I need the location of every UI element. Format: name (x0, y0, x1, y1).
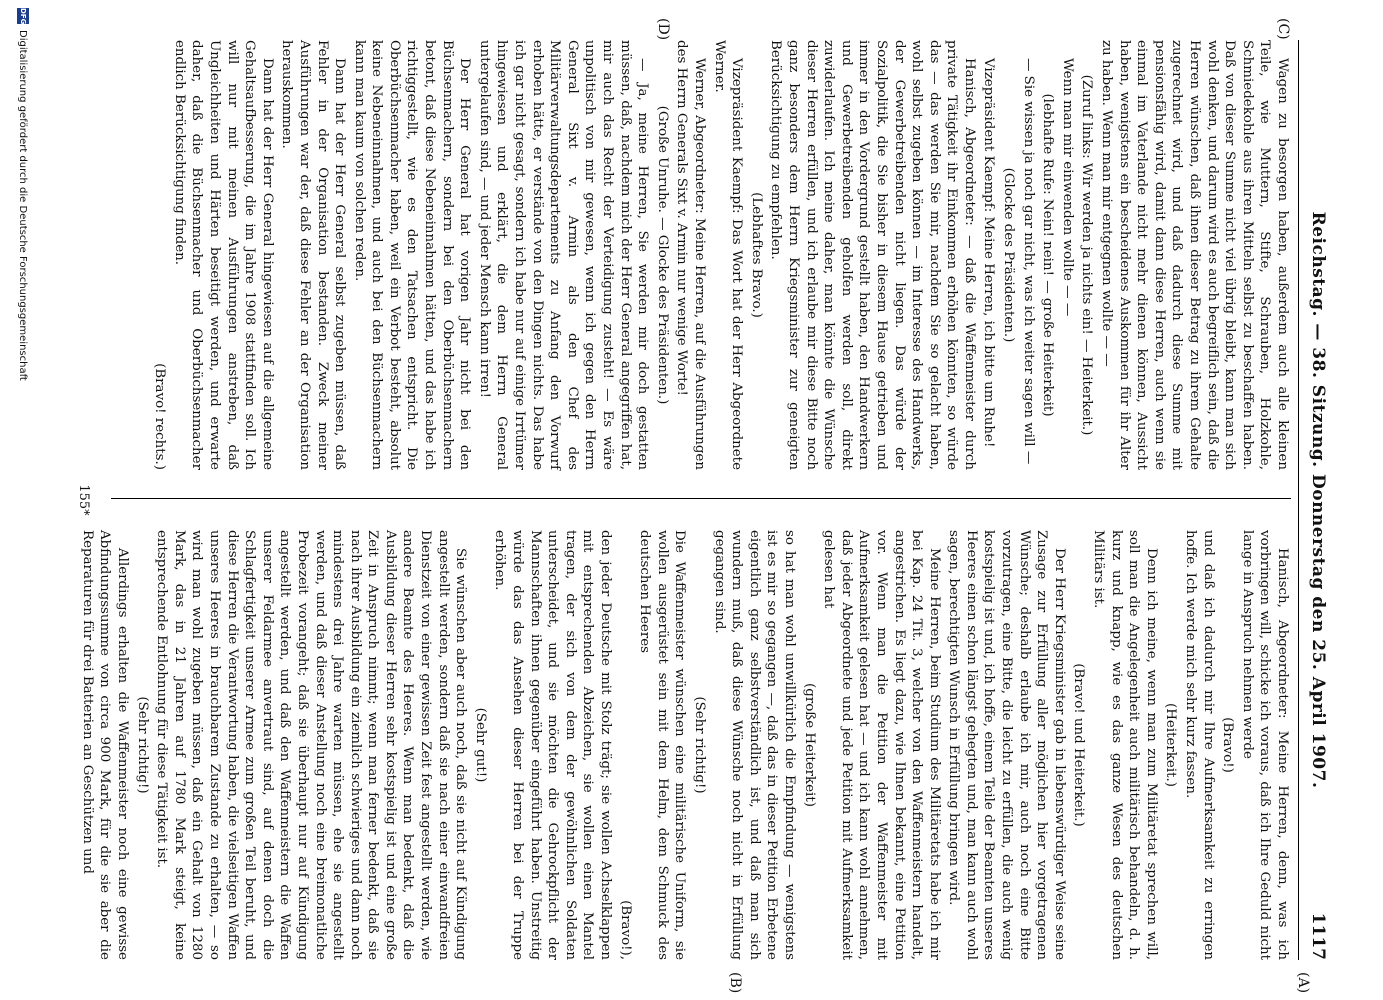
interjection: (Bravo! und Heiterkeit.) (1071, 663, 1087, 827)
text-column-second (79, 530, 1291, 960)
column-divider (111, 498, 1291, 499)
paragraph: Allerdings erhalten die Waffenmeister noch eine gewisse Abfindungssumme von circa 900 Mark, für die sie aber die Reparaturen für drei Batterien an Geschützen und (79, 530, 130, 960)
text-column-first (111, 40, 1291, 470)
paragraph: Wenn man mir einwenden wollte — — (1059, 58, 1075, 317)
paragraph: Der Herr Kriegsminister gab in liebenswürdiger Weise seine Zusage zur Erfüllung aller möglichen hier vorgetragenen Wünsche; deshalb erlaube ich mir, auch noch eine Bitte vorzutragen, eine Bitte, die leicht zu erfüllen, die auch wenig kostspielig ist und, ich hoffe, einem Teile der Beamten unseres Heeres einen schon längst gehegten und, man kann auch wohl sagen, berechtigten Wunsch in Erfüllung bringen wird. (946, 530, 1067, 960)
paragraph: Denn ich meine, wenn man zum Militäretat sprechen will, soll man die Angelegenheit auch militärisch behandeln, d. h. kurz und knapp, wie es das ganze Wesen des deutschen Militärs ist. (1091, 530, 1159, 960)
paragraph: Meine Herren, beim Studium des Militäretats habe ich mir bei Kap. 24 Tit. 3, welcher von den Waffenmeistern handelt, angestrichen. Es liegt dazu, wie Ihnen bekannt, eine Petition vor. Wenn man die Petition der Waffenmeister mit Aufmerksamkeit gelesen hat — und ich kann wohl annehmen, daß jeder Abgeordnete und jede Petition mit Aufmerksamkeit gelesen hat (821, 530, 942, 960)
paragraph: Dann hat der Herr General hingewiesen auf die allgemeine Gehaltsaufbesserung, die im Jahre 1908 stattfinden soll. Ich will nur mit meinen Ausführungen anstreben, daß Ungleichheiten und Härten beseitigt werden, und erwarte daher, daß die Büchsenmacher und Oberbüchsenmacher endlich Berücksichtigung finden. (171, 40, 275, 470)
interjection: (Bravo!) (1220, 717, 1236, 773)
paragraph: und daß ich dadurch mir Ihre Aufmerksamkeit zu erringen hoffe. Ich werde mich sehr kurz fassen. (1183, 530, 1216, 960)
header-rule (1298, 40, 1299, 960)
signature-mark: 155* (76, 484, 91, 516)
paragraph: den jeder Deutsche mit Stolz trägt; sie wollen Achselklappen mit entsprechenden Abzeichen, sie wollen einen Mantel tragen, der sich von dem der gewöhnlichen Soldaten unterscheidet, und sie möchten die Gehrockpflicht der Mannschaften ihnen gegenüber eingeführt haben. Unstreitig würde das das Ansehen dieser Herren bei der Truppe erhöhen. (492, 530, 614, 960)
interjection: (große Heiterkeit) (801, 683, 817, 807)
interjection: (Sehr gut!) (472, 707, 488, 783)
paragraph: Hanisch, Abgeordneter: Meine Herren, denn, was ich vorbringen will, schicke ich voraus, daß ich Ihre Geduld nicht lange in Anspruch nehmen werde (1239, 530, 1290, 960)
header-title: Reichstag. — 38. Sitzung. Donnerstag den 25. April 1907. (1308, 211, 1328, 789)
paragraph: Der Herr General hat vorigen Jahr nicht bei den Büchsenmachern, sondern bei den Oberbüchsenmachern betont, daß diese Nebeneinnahmen hätten, und das habe ich richtiggestellt, wie es den Tatsachen entspricht. Die Oberbüchsenmacher haben, weil ein Verbot besteht, absolut keine Nebeneinnahmen, und auch bei den Büchsenmachern kann man kaum von solchen reden. (351, 40, 473, 470)
paragraph: Dann hat der Herr General selbst zugeben müssen, daß Fehler in der Organisation bestanden. Zweck meiner Ausführungen war der, daß diese Fehler an der Organisation herauskommen. (279, 40, 348, 470)
footer (9, 0, 33, 1000)
page-header (1298, 40, 1328, 960)
interjection: (Bravo!), (617, 900, 633, 960)
margin-mark-c: (C) (1275, 18, 1291, 40)
paragraph: Die Waffenmeister wünschen eine militärische Uniform, sie wollen ausgerüstet sein mit dem Helm, dem Schmuck des deutschen Heeres (637, 530, 688, 960)
margin-mark-d: (D) (655, 18, 671, 41)
interjection: (lebhafte Rufe: Nein! nein! — große Heiterkeit) (1040, 93, 1056, 417)
interjection: (Sehr richtig!) (692, 696, 707, 794)
interjection: (Heiterkeit.) (1163, 703, 1179, 787)
interjection: (Lebhaftes Bravo.) (748, 192, 764, 318)
paragraph: Hanisch, Abgeordneter: — daß die Waffenmeister durch private Tätigkeit ihr Einkommen erhöhen könnten, so würde das — das werden Sie mir, nachdem Sie so gelacht haben, wohl selbst zugeben können — im Interesse des Handwerks, der Gewerbetreibenden nicht liegen. Das würde der Sozialpolitik, die Sie bisher in diesem Hause getrieben und immer in den Vordergrund gestellt haben, den Handwerkern und Gewerbetreibenden geholfen werden soll, direkt zuwiderlaufen. Ich meine daher, man könnte die Wünsche dieser Herren erfüllen, und ich erlaube mir diese Bitte noch ganz besonders dem Herrn Kriegsminister zur geneigten Berücksichtigung zu empfehlen. (768, 40, 977, 470)
interjection: (Große Unruhe. — Glocke des Präsidenten.) (654, 105, 670, 405)
margin-mark-b: (B) (727, 972, 743, 994)
paragraph: Sie wünschen aber auch noch, daß sie nicht auf Kündigung angestellt werden, sondern daß sie nach einer einwandfreien Dienstzeit von einer gewissen Zeit fest angestellt werden, wie andere Beamte des Heeres. Wenn man bedenkt, daß die Ausbildung dieser Herren sehr kostspielig ist und eine große Zeit in Anspruch nimmt; wenn man ferner bedenkt, daß sie nach ihrer Ausbildung ein ziemlich schwieriges und dann noch mindestens drei Jahre warten müssen, ehe sie angestellt werden, und daß dieser Anstellung noch eine breimonatliche Probezeit vorangeht; daß sie überhaupt nur auf Kündigung angestellt werden, und daß den Waffenmeistern die Waffen unserer Feldarmee anvertraut sind, auf denen doch die Schlagfertigkeit unserer Armee zum großen Teil beruht, und diese Herren die Verantwortung haben, die vielseitigen Waffen unseres Heeres in brauchbarem Zustande zu erhalten, — so wird man wohl zugeben müssen, daß ein Gehalt von 1280 Mark, das in 21 Jahren auf 1780 Mark steigt, keine entsprechende Entlohnung für diese Tätigkeit ist. (154, 530, 469, 960)
paragraph: Vizepräsident Kaempf: Das Wort hat der Herr Abgeordnete Werner. (711, 40, 745, 470)
paragraph: Vizepräsident Kaempf: Meine Herren, ich bitte um Ruhe! (981, 58, 997, 448)
paragraph: Werner, Abgeordneter: Meine Herren, auf die Ausführungen des Herrn Generals Sixt v. Armin nur wenige Worte! (674, 40, 707, 470)
interjection: (Sehr richtig!) (134, 696, 150, 794)
paragraph: — Sie wissen ja noch gar nicht, was ich weiter sagen will — (1020, 58, 1036, 465)
paragraph: Wagen zu besorgen haben, außerdem auch alle kleinen Teile, wie Muttern, Stifte, Schrauben, Holzkohle, Schmiedekohle aus ihren Mitteln selbst zu beschaffen haben. Daß von dieser Summe nicht viel übrig bleibt, kann man sich wohl denken, und darum wird es auch begreiflich sein, daß die Herren wünschen, daß ihnen dieser Betrag zu ihrem Gehalte zugerechnet wird, und daß dadurch diese Summe mit pensionsfähig wird, damit dann diese Herren, auch wenn sie einmal im Vaterlande nicht mehr dienen können, Aussicht haben, wenigstens ein bescheidenes Auskommen für ihr Alter zu haben. Wenn man mir entgegnen wollte — — (1099, 40, 1290, 470)
interjection: (Zuruf links: Wir werden ja nichts ein! — Heiterkeit.) (1079, 74, 1095, 436)
footer-text: Digitalisierung gefördert durch die Deutsche Forschungsgemeinschaft (17, 30, 28, 381)
interjection: (Bravo! rechts.) (152, 363, 168, 470)
paragraph: so hat man wohl unwillkürlich die Empfindung — wenigstens ist es mir so gegangen —, daß das in dieser Petition Erbetene eigentlich ganz selbstverständlich ist, und daß man sich wundern muß, daß diese Wünsche noch nicht in Erfüllung gegangen sind. (711, 530, 797, 960)
interjection: (Glocke des Präsidenten.) (1001, 167, 1017, 343)
margin-mark-a: (A) (1295, 972, 1311, 994)
dfg-logo: DFG (19, 8, 27, 25)
paragraph: — Ja, meine Herren, Sie werden mir doch gestatten müssen, daß, nachdem mich der Herr General angegriffen hat, mir auch das Recht der Verteidigung zusteht! — Es wäre unpolitisch von mir gewesen, wenn ich gegen den Herrn General Sixt v. Armin als den Chef des Militärverwaltungsdepartements zu Anfang den Vorwurf erhoben hätte, er verstände von den Dingen nichts. Das habe ich gar nicht gesagt, sondern ich habe nur auf einige Irrtümer hingewiesen und erklärt, die dem Herrn General untergelaufen sind, — und jeder Mensch kann irren! (476, 40, 651, 470)
page-number: 1117 (1308, 912, 1328, 960)
